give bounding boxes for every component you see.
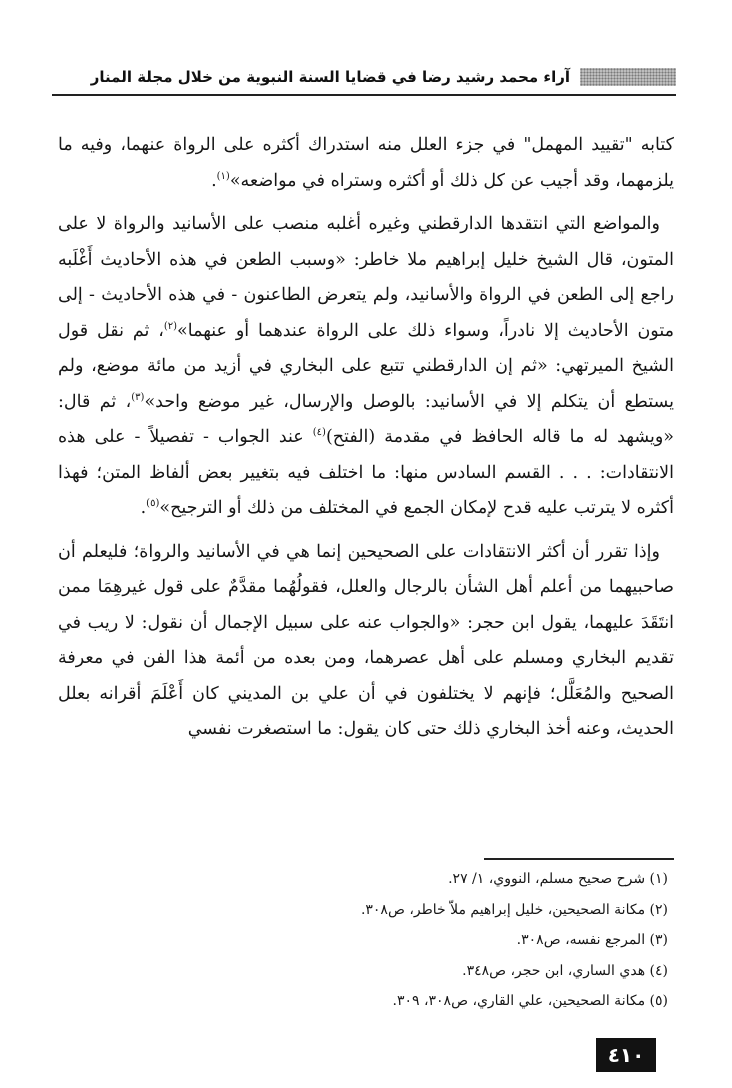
footnote: (٢) مكانة الصحيحين، خليل إبراهيم ملاّ خاطر، ص٣٠٨. (360, 901, 668, 918)
footnote-marker: (١) (216, 170, 230, 182)
paragraph (58, 128, 674, 199)
footnotes (58, 864, 674, 1017)
paragraph-text: . (211, 170, 217, 191)
running-header (52, 66, 676, 88)
header-decorative-bar (580, 68, 676, 86)
main-text (58, 128, 674, 756)
paragraph-text: ، ثم قال: «ويشهد له ما قاله الحافظ في مقدمة (الفتح) (58, 391, 674, 447)
paragraph-text: ، ثم نقل قول الشيخ الميرتهي: «ثم إن الدارقطني تتبع على البخاري في أزيد من مائة موضع، ولم يستطع أن يتكلم إلا في الأسانيد: بالوصل والإرسال، غير موضع واحد» (58, 320, 674, 412)
paragraph-text: . (140, 498, 147, 518)
footnote: (٤) هدي الساري، ابن حجر، ص٣٤٨. (462, 962, 668, 979)
footnote-marker: (٢) (163, 320, 178, 332)
paragraph (58, 207, 674, 527)
paragraph-text: عند الجواب - تفصيلاً - على هذه الانتقادات: . . . القسم السادس منها: ما اختلف فيه بتغيير بعض ألفاظ المتن؛ فهذا أكثره لا يترتب عليه قدح لإمكان الجمع في المختلف من ذلك أو الترجيح» (58, 427, 674, 518)
footnote: (٣) المرجع نفسه، ص٣٠٨. (516, 932, 668, 948)
footnote-marker: (٣) (131, 391, 145, 403)
paragraph-text: وإذا تقرر أن أكثر الانتقادات على الصحيحين إنما هي في الأسانيد والرواة؛ فليعلم أن صاحبيهما من أعلم أهل الشأن بالرجال والعلل، فقولُهُما مقدَّمٌ على قول غيرهِمَا ممن انتَقَدَ عليهما، يقول ابن حجر: «والجواب عنه على سبيل الإجمال أن نقول: لا ريب في تقديم البخاري ومسلم على أهل عصرهما، ومن بعده من أئمة هذا الفن في معرفة الصحيح والمُعَلَّل؛ فإنهم لا يختلفون في أن علي بن المديني كان أَعْلَمَ أقرانه بعلل الحديث، وعنه أخذ البخاري ذلك حتى كان يقول: ما استصغرت نفسي (58, 541, 674, 739)
page-number: ٤١٠ (596, 1038, 656, 1072)
paragraph (58, 535, 674, 748)
footnote-marker: (٥) (146, 498, 160, 510)
paragraph-text: كتابه "تقييد المهمل" في جزء العلل منه استدراك أكثره على الرواة عنهما، وفيه ما يلزمهما، وقد أجيب عن كل ذلك أو أكثره وستراه في مواضعه» (58, 135, 674, 191)
footnote-marker: (٤) (312, 427, 326, 439)
footnote: (٥) مكانة الصحيحين، علي القاري، ص٣٠٨، ٣٠٩. (392, 993, 668, 1009)
footnote-separator (484, 858, 674, 860)
header-rule (52, 94, 676, 96)
paragraph-text: والمواضع التي انتقدها الدارقطني وغيره أغلبه منصب على الأسانيد والرواة لا على المتون، قال الشيخ خليل إبراهيم ملا خاطر: «وسبب الطعن في هذه الأحاديث أَغْلَبه راجع إلى الطعن في الرواة والأسانيد، ولم يتعرض الطاعنون - في هذه الأحاديث - إلى متون الأحاديث إلا نادراً، وسواء ذلك على الرواة عندهما أو عنهما» (58, 214, 674, 341)
running-header-title: آراء محمد رشيد رضا في قضايا السنة النبوية من خلال مجلة المنار (90, 68, 570, 86)
footnote: (١) شرح صحيح مسلم، النووي، ١/ ٢٧. (448, 871, 668, 887)
